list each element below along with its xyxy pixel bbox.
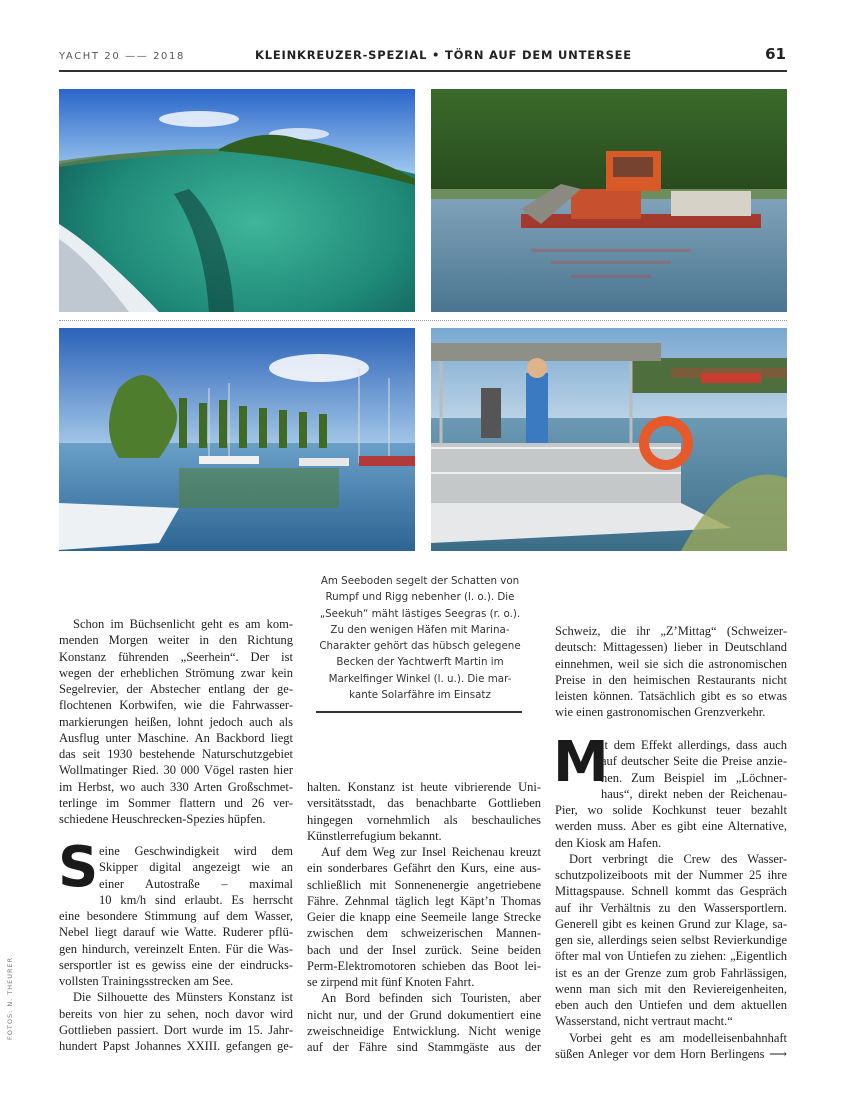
text-line: auf der Fähre sind Stammgäste aus der [307,1040,541,1054]
text-line: terlinge im Sommer flattern und 26 ver- [59,795,293,810]
text-column-3 [555,623,787,721]
text-line: Geier die knapp eine Seemeile lange Strecke [307,910,541,924]
text-line: ein sonderbares Gefährt den Kurs, eine aus- [307,861,541,876]
caption-rule [316,711,522,713]
text-line: nicht nur, und der Grund dokumentiert eine [307,1007,541,1022]
text-line: Schweiz, die ihr „Z’Mittag“ (Schweizer- [555,624,787,638]
text-line: Preise in den heimischen Restaurants nicht [555,672,787,687]
photo-marina [59,328,415,551]
text-line: sersportler ist es gewiss eine der eindrucks- [59,957,293,972]
text-line: eine besondere Stimmung auf dem Wasser, [59,909,293,923]
text-line: Wollmatinger Ried. 30 000 Vögel rasten hier [59,763,293,778]
text-line: it dem Effekt allerdings, dass auch [601,738,787,752]
text-line: auf ihr Verhältnis zu den Wassersportlern. [555,900,787,915]
text-line: Generell gibt es keinen Grund zur Klage, sa- [555,916,787,931]
text-line: eben auch den Untiefen und dem aktuellen [555,998,787,1012]
photo-caption [316,573,524,703]
caption-line: Becken der Yachtwerft Martin im [336,656,504,669]
text-line: Dort verbringt die Crew des Wasser- [569,851,787,866]
text-line: Fähre. Zehnmal täglich legt Käpt’n Thomas [307,893,541,908]
text-line: halten. Konstanz ist heute vibrierende Uni- [307,780,541,794]
text-line: hundert Papst Johannes XXIII. gefangen ge- [59,1039,293,1053]
photo-credit: FOTOS: N. THEURER [6,956,14,1040]
text-line: versitätsstadt, das benachbarte Gottlieben [307,796,541,811]
text-line: Künstlerrefugium bekannt. [307,828,442,843]
text-line: eine Geschwindigkeit wird dem [99,844,293,858]
text-line: Auf dem Weg zur Insel Reichenau kreuzt [321,845,541,859]
text-line: einer Autostraße – maximal [99,876,293,891]
text-line: wenn man sich mit den Reviereigenheiten, [555,981,787,996]
text-line: Segelrevier, der Abstecher entlang der ge- [59,682,293,696]
section-title: KLEINKREUZER-SPEZIAL • TÖRN AUF DEM UNTERSEE [255,48,632,62]
caption-line: Zu den wenigen Häfen mit Marina- [330,623,510,636]
text-column-2 [307,779,541,1055]
text-line: flochtenen Korbwifen, wie die Fahrwasser- [59,698,293,713]
text-line: Konstanz führenden „Seerhein“. Der ist [59,649,293,664]
text-line: süßen Anleger vor dem Horn Berlingens ⟶ [555,1046,787,1061]
page-number: 61 [765,45,786,63]
text-line: Schon im Büchsenlicht geht es am kom- [73,617,293,631]
text-line: bach und der Insel zurück. Seine beiden [307,942,541,957]
caption-line: „Seekuh“ mäht lästiges Seegras (r. o.). [319,607,521,620]
text-line: hingegen vornehmlich als beschauliches [307,812,541,827]
text-line: Vorbei geht es am modelleisenbahnhaft [569,1030,787,1045]
text-line: auf deutscher Seite die Preise anzie- [601,754,787,769]
text-line: wie einen gastronomischen Grenzverkehr. [555,705,766,720]
text-column-1b [59,843,293,1054]
text-line: schließlich mit Sonnenenergie angetriebene [307,877,541,892]
text-line: leisten können. Tatsächlich gibt es so etwas [555,689,787,703]
text-line: Skipper digital angezeigt wie an [99,860,293,875]
photo-divider [59,320,787,321]
text-line: werden muss. Aber es gibt eine Alternative, [555,819,787,834]
text-line: deutsch: Mittagessen) lieber in Deutschland [555,640,787,655]
text-line: bereits von hier zu sehen, noch davor wird [59,1006,293,1021]
text-line: den Kiosk am Hafen. [555,835,662,850]
text-line: Mittagspause. Schnell kommt das Gespräch [555,884,787,899]
caption-line: Charakter gehört das hübsch gelegene [319,640,521,653]
text-column-1 [59,616,293,827]
text-line: Gottlieben passiert. Dort wurde im 15. Jahr- [59,1022,293,1037]
text-line: hen. Zum Beispiel im „Löchner- [601,770,787,785]
photo-lake-bottom [59,89,415,312]
text-line: Nebel liegt darauf wie Watte. Ruderer pflü- [59,925,293,940]
text-line: menden Morgen weiter in den Richtung [59,633,293,648]
text-line: schutzpolizeiboots mit der Nummer 25 ihre [555,868,787,882]
caption-line: Rumpf und Rigg nebenher (l. o.). Die [325,591,515,604]
text-line: 10 km/h sind erlaubt. Es herrscht [99,892,293,907]
text-line: Ausflug unter Maschine. An Backbord liegt [59,730,293,745]
text-line: schiedene Heuschrecken-Spezies hüpfen. [59,812,266,826]
magazine-issue: YACHT 20 —— 2018 [59,51,185,62]
text-line: öfter mal von Untiefen zu ziehen: „Eigentlich [555,949,787,964]
text-line: ist es an der Grenze zum grob Fahrlässigen, [555,965,787,980]
text-line: gen hindurch, vereinzelt Enten. Für die Was- [59,941,293,956]
photo-seekuh [431,89,787,312]
caption-line: kante Solarfähre im Einsatz [349,689,491,702]
text-line: An Bord befinden sich Touristen, aber [321,991,541,1006]
photo-solar-ferry [431,328,787,551]
caption-line: Am Seeboden segelt der Schatten von [320,575,520,587]
text-line: Wasserstand, nicht vertraut macht.“ [555,1014,733,1029]
text-line: Perm-Elektromotoren schieben das Boot lei- [307,958,541,973]
text-line: vollsten Trainingsstrecken am See. [59,974,234,988]
text-line: Pier, wo solide Kochkunst teuer bezahlt [555,803,787,817]
text-line: Die Silhouette des Münsters Konstanz ist [73,990,293,1005]
text-line: gen sie, allerdings seien selbst Revierkundige [555,933,787,947]
text-line: zweischneidige Entwicklung. Nicht wenige [307,1023,541,1038]
text-line: einnehmen, weil sie sich die astronomischen [555,656,787,671]
dropcap-s: S [58,835,99,900]
header-rule [59,70,787,72]
text-column-3b [553,730,787,1062]
text-line: wegen der erheblichen Strömung zwar kein [59,665,293,680]
text-line: se zirpend mit fünf Knoten Fahrt. [307,975,475,989]
dropcap-m: M [553,730,609,795]
caption-line: Markelfinger Winkel (l. u.). Die mar- [328,672,512,685]
text-line: haus“, direkt neben der Reichenau- [601,786,787,801]
text-line: zwischen dem schweizerischen Mannen- [307,926,541,941]
text-line: im Herbst, wo auch 330 Arten Großschmet- [59,779,293,794]
text-line: das seit 1930 bestehende Naturschutzgebiet [59,747,293,761]
text-line: markierungen heißen, lohnt jedoch auch als [59,714,293,729]
